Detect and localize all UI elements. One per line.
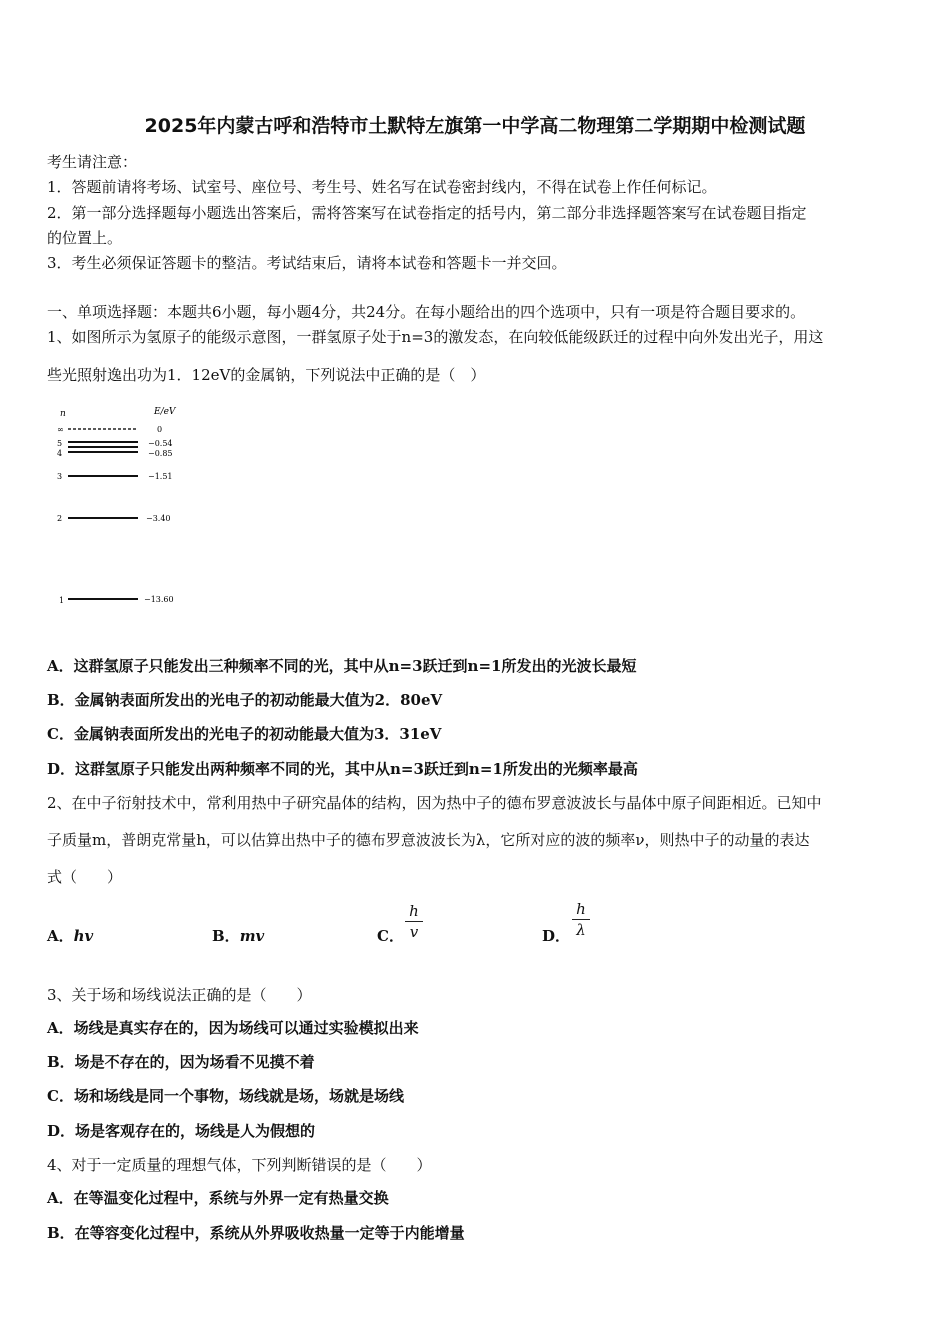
q2-option-d-numerator: h	[576, 900, 586, 918]
q2-option-c[interactable]	[377, 926, 404, 946]
notice-item-2-cont: 的位置上。	[47, 229, 123, 247]
level-n-label: 4	[57, 449, 63, 458]
q4-option-a[interactable]: A．在等温变化过程中，系统与外界一定有热量交换	[47, 1189, 389, 1207]
q1-stem-line-2: 些光照射逸出功为1．12eV的金属钠，下列说法中正确的是（ ）	[47, 366, 486, 384]
diagram-e-header: E/eV	[154, 407, 176, 417]
q2-option-c-label: C．	[377, 927, 404, 945]
q4-stem: 4、对于一定质量的理想气体，下列判断错误的是（ ）	[47, 1156, 432, 1174]
q1-option-c[interactable]: C．金属钠表面所发出的光电子的初动能最大值为3．31eV	[47, 725, 442, 743]
level-energy-label: −1.51	[148, 472, 173, 481]
q3-option-d[interactable]: D．场是客观存在的，场线是人为假想的	[47, 1122, 316, 1140]
q1-option-d[interactable]: D．这群氢原子只能发出两种频率不同的光，其中从n=3跃迁到n=1所发出的光频率最高	[47, 760, 638, 778]
section-heading: 一、单项选择题：本题共6小题，每小题4分，共24分。在每小题给出的四个选项中，只有一项是符合题目要求的。	[47, 303, 806, 321]
q3-stem: 3、关于场和场线说法正确的是（ ）	[47, 986, 312, 1004]
q2-option-d-denominator: λ	[576, 921, 586, 939]
q2-option-b-expr: mv	[239, 927, 265, 945]
q2-option-a-expr: hv	[73, 927, 94, 945]
notice-item-3: 3．考生必须保证答题卡的整洁。考试结束后，请将本试卷和答题卡一并交回。	[47, 254, 567, 272]
level-n-label: 3	[57, 472, 63, 481]
notice-heading: 考生请注意：	[47, 153, 138, 171]
q1-stem-line-1: 1、如图所示为氢原子的能级示意图，一群氢原子处于n=3的激发态，在向较低能级跃迁的过程中向外发出光子，用这	[47, 328, 824, 346]
q2-option-d[interactable]	[542, 926, 570, 946]
level-n-label: 1	[59, 596, 65, 605]
q2-option-a-label: A．	[47, 927, 74, 945]
q2-stem-line-2: 子质量m，普朗克常量h，可以估算出热中子的德布罗意波波长为λ，它所对应的波的频率ν，则热中子的动量的表达	[47, 831, 810, 849]
q2-option-a[interactable]	[47, 926, 93, 946]
level-energy-label: −3.40	[146, 514, 171, 523]
q2-stem-line-3: 式（ ）	[47, 868, 123, 886]
q2-option-d-fraction	[572, 900, 590, 939]
q1-option-a[interactable]: A．这群氢原子只能发出三种频率不同的光，其中从n=3跃迁到n=1所发出的光波长最短	[47, 657, 637, 675]
q1-option-b[interactable]: B．金属钠表面所发出的光电子的初动能最大值为2．80eV	[47, 691, 443, 709]
fraction-bar	[572, 919, 590, 920]
level-n-label: 5	[57, 439, 63, 448]
q3-option-a[interactable]: A．场线是真实存在的，因为场线可以通过实验模拟出来	[47, 1019, 419, 1037]
diagram-n-header: n	[60, 409, 66, 419]
q3-option-c[interactable]: C．场和场线是同一个事物，场线就是场，场就是场线	[47, 1087, 404, 1105]
q2-option-c-denominator: v	[409, 923, 419, 941]
q4-option-b[interactable]: B．在等容变化过程中，系统从外界吸收热量一定等于内能增量	[47, 1224, 465, 1242]
q3-option-b[interactable]: B．场是不存在的，因为场看不见摸不着	[47, 1053, 315, 1071]
q2-option-c-fraction	[405, 902, 423, 941]
notice-item-1: 1．答题前请将考场、试室号、座位号、考生号、姓名写在试卷密封线内，不得在试卷上作任何标记。	[47, 178, 717, 196]
notice-item-2: 2．第一部分选择题每小题选出答案后，需将答案写在试卷指定的括号内，第二部分非选择题答案写在试卷题目指定	[47, 204, 807, 222]
q2-option-d-label: D．	[542, 927, 571, 945]
energy-level-diagram	[50, 400, 190, 615]
level-n-label: ∞	[57, 425, 64, 434]
level-n-label: 2	[57, 514, 63, 523]
q2-option-b-label: B．	[212, 927, 240, 945]
page-title: 2025年内蒙古呼和浩特市土默特左旗第一中学高二物理第二学期期中检测试题	[144, 115, 806, 137]
level-energy-label: 0	[157, 425, 163, 434]
q2-stem-line-1: 2、在中子衍射技术中，常利用热中子研究晶体的结构，因为热中子的德布罗意波波长与晶体中原子间距相近。已知中	[47, 794, 822, 812]
fraction-bar	[405, 921, 423, 922]
level-energy-label: −13.60	[144, 595, 174, 604]
q2-option-b[interactable]	[212, 926, 264, 946]
level-energy-label: −0.85	[148, 449, 173, 458]
q2-option-c-numerator: h	[409, 902, 419, 920]
level-energy-label: −0.54	[148, 439, 173, 448]
